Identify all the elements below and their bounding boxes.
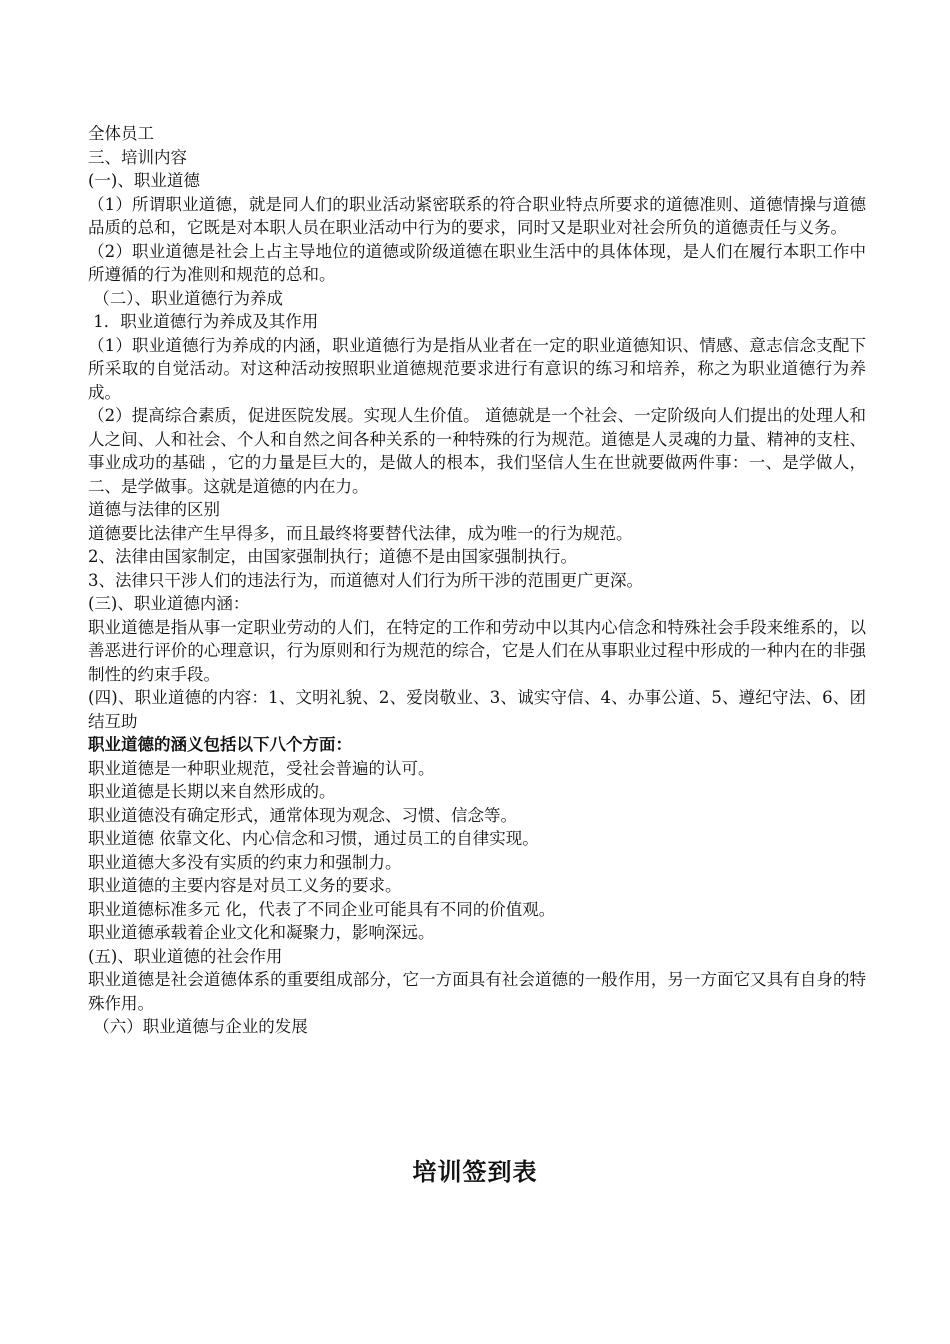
subheading-enterprise-development: （六）职业道德与企业的发展 (88, 1017, 308, 1036)
document-body (88, 122, 866, 1039)
paragraph-definition-1: （1）所谓职业道德，就是同人们的职业活动紧密联系的符合职业特点所要求的道德准则、道德情操与道德品质的总和，它既是对本职人员在职业活动中行为的要求，同时又是职业对社会所负的道德责任与义务。 (88, 194, 866, 237)
list-item-aspect-7: 职业道德标准多元 化，代表了不同企业可能具有不同的价值观。 (88, 899, 556, 919)
list-item-ethics-law-1: 道德要比法律产生早得多，而且最终将要替代法律，成为唯一的行为规范。 (88, 523, 633, 543)
heading-ethics-vs-law: 道德与法律的区别 (88, 500, 220, 519)
audience-line: 全体员工 (88, 124, 154, 143)
list-item-ethics-law-3: 3、法律只干涉人们的违法行为，而道德对人们行为所干涉的范围更广更深。 (88, 570, 643, 590)
sign-in-sheet-title: 培训签到表 (412, 1158, 538, 1186)
paragraph-cultivation-meaning: （1）职业道德行为养成的内涵，职业道德行为是指从业者在一定的职业道德知识、情感、意志信念支配下所采取的自觉活动。对这种活动按照职业道德规范要求进行有意识的练习和培养，称之为职业道德行为养成。 (88, 335, 866, 402)
list-item-aspect-4: 职业道德 依靠文化、内心信念和习惯，通过员工的自律实现。 (88, 829, 539, 848)
paragraph-improve-quality: （2）提高综合素质，促进医院发展。实现人生价值。 道德就是一个社会、一定阶级向人们提出的处理人和人之间、人和社会、个人和自然之间各种关系的一种特殊的行为规范。道德是人灵魂的力量、精神的支柱、事业成功的基础 ，它的力量是巨大的，是做人的根本，我们坚信人生在世就要做两件事：一、是学做人，二、是学做事。这就是道德的内在力。 (88, 406, 866, 496)
paragraph-definition-2: （2）职业道德是社会上占主导地位的道德或阶级道德在职业生活中的具体体现，是人们在履行本职工作中所遵循的行为准则和规范的总和。 (88, 241, 866, 284)
list-item-aspect-6: 职业道德的主要内容是对员工义务的要求。 (88, 876, 402, 895)
paragraph-social-role: 职业道德是社会道德体系的重要组成部分，它一方面具有社会道德的一般作用，另一方面它又具有自身的特殊作用。 (88, 970, 866, 1013)
list-item-aspect-2: 职业道德是长期以来自然形成的。 (88, 782, 336, 801)
subheading-social-role: (五)、职业道德的社会作用 (88, 946, 283, 966)
list-item-aspect-3: 职业道德没有确定形式，通常体现为观念、习惯、信念等。 (88, 805, 517, 825)
heading-eight-aspects: 职业道德的涵义包括以下八个方面： (88, 735, 352, 754)
subheading-ethics-connotation: (三)、职业道德内涵： (88, 594, 250, 613)
paragraph-connotation: 职业道德是指从事一定职业劳动的人们，在特定的工作和劳动中以其内心信念和特殊社会手段来维系的，以善恶进行评价的心理意识，行为原则和行为规范的综合，它是人们在从事职业过程中形成的一种内在的非强制性的约束手段。 (88, 617, 866, 684)
list-item-aspect-5: 职业道德大多没有实质的约束力和强制力。 (88, 852, 402, 872)
subheading-behavior-cultivation: （二）、职业道德行为养成 (88, 288, 283, 308)
list-item-aspect-1: 职业道德是一种职业规范，受社会普遍的认可。 (88, 758, 435, 778)
section-heading-training-content: 三、培训内容 (88, 147, 187, 167)
paragraph-ethics-content: (四)、职业道德的内容：1、文明礼貌、2、爱岗敬业、3、诚实守信、4、办事公道、5、遵纪守法、6、团结互助 (88, 688, 866, 731)
subheading-professional-ethics: (一)、职业道德 (88, 171, 200, 190)
list-item-ethics-law-2: 2、法律由国家制定，由国家强制执行；道德不是由国家强制执行。 (88, 547, 577, 566)
item-behavior-cultivation-role: 1．职业道德行为养成及其作用 (88, 312, 319, 331)
list-item-aspect-8: 职业道德承载着企业文化和凝聚力，影响深远。 (88, 923, 435, 942)
